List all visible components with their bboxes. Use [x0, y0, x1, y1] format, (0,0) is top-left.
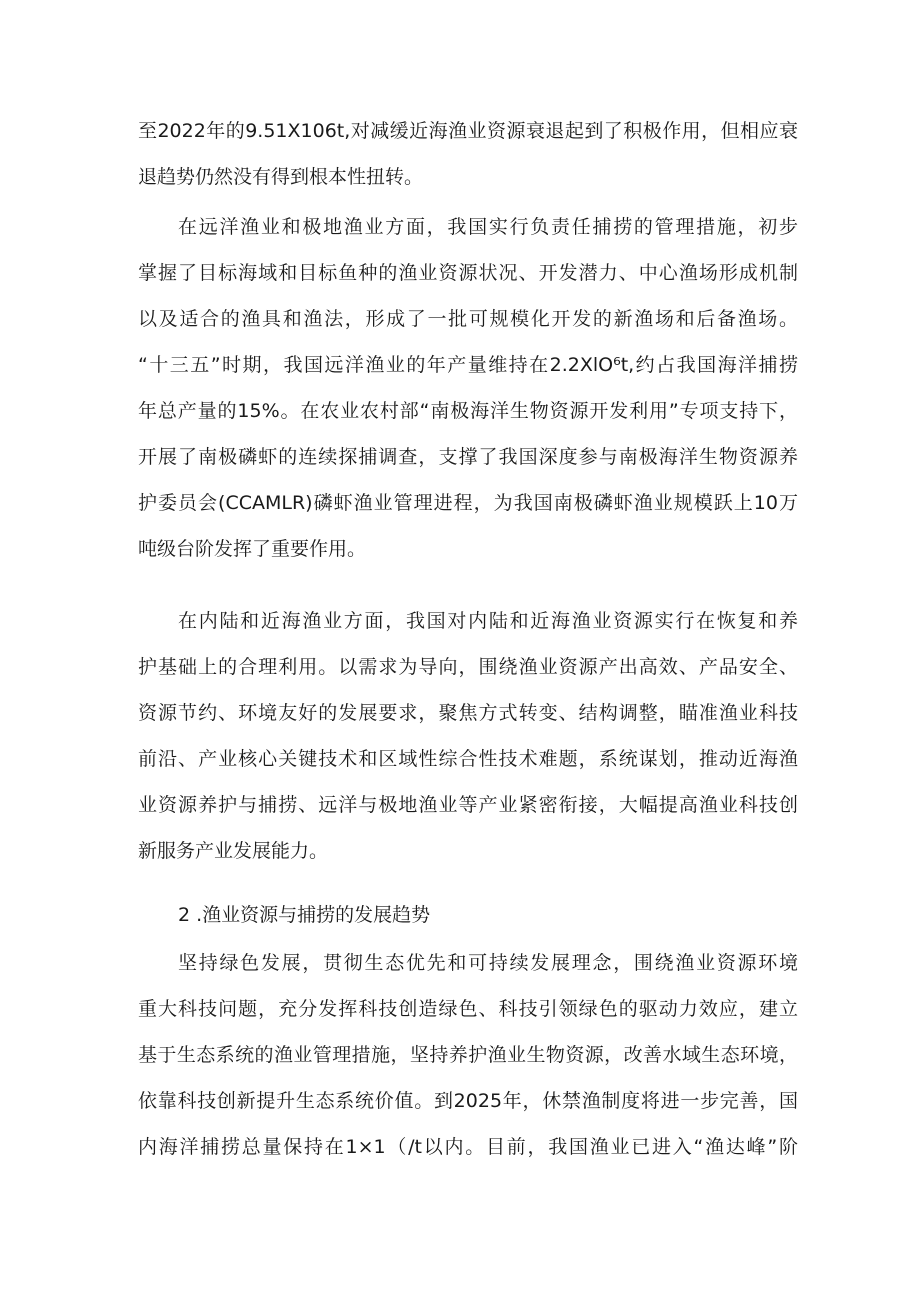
text-line: 吨级台阶发挥了重要作用。: [138, 538, 367, 560]
text-line: 依靠科技创新提升生态系统价值。到2025年，休禁渔制度将进一步完善，国: [138, 1090, 798, 1112]
paragraph-1: [138, 108, 798, 200]
text-line: 年总产量的15%。在农业农村部“南极海洋生物资源开发利用”专项支持下，: [138, 400, 798, 422]
text-line: 资源节约、环境友好的发展要求，聚焦方式转变、结构调整，瞄准渔业科技: [138, 702, 798, 724]
text-line: 新服务产业发展能力。: [138, 840, 329, 862]
paragraph-4: [138, 940, 798, 1170]
text-line: 坚持绿色发展，贯彻生态优先和可持续发展理念，围绕渔业资源环境: [178, 952, 798, 974]
text-line: 退趋势仍然没有得到根本性扭转。: [138, 166, 424, 188]
text-line: 内海洋捕捞总量保持在1×1（/t以内。目前，我国渔业已进入“渔达峰”阶: [138, 1136, 798, 1158]
text-line: 掌握了目标海域和目标鱼种的渔业资源状况、开发潜力、中心渔场形成机制: [138, 262, 798, 284]
text-line: 业资源养护与捕捞、远洋与极地渔业等产业紧密衔接，大幅提高渔业科技创: [138, 794, 798, 816]
text-line: 在内陆和近海渔业方面，我国对内陆和近海渔业资源实行在恢复和养: [178, 610, 798, 632]
text-line: 护基础上的合理利用。以需求为导向，围绕渔业资源产出高效、产品安全、: [138, 656, 798, 678]
paragraph-2: [138, 204, 798, 572]
paragraph-3: [138, 598, 798, 874]
text-line: 护委员会(CCAMLR)磷虾渔业管理进程，为我国南极磷虾渔业规模跃上10万: [138, 492, 798, 514]
text-line: 至2022年的9.51X106t,对减缓近海渔业资源衰退起到了积极作用，但相应衰: [138, 120, 798, 142]
section-heading: [138, 892, 798, 938]
text-line: 前沿、产业核心关键技术和区域性综合性技术难题，系统谋划，推动近海渔: [138, 748, 798, 770]
text-line: 开展了南极磷虾的连续探捕调查，支撑了我国深度参与南极海洋生物资源养: [138, 446, 798, 468]
text-line: 以及适合的渔具和渔法，形成了一批可规模化开发的新渔场和后备渔场。: [138, 308, 798, 330]
section-heading-text: 2 .渔业资源与捕捞的发展趋势: [178, 904, 431, 926]
text-line: 重大科技问题，充分发挥科技创造绿色、科技引领绿色的驱动力效应，建立: [138, 998, 798, 1020]
text-line: 基于生态系统的渔业管理措施，坚持养护渔业生物资源，改善水域生态环境，: [138, 1044, 798, 1066]
text-line: “十三五”时期，我国远洋渔业的年产量维持在2.2XlO⁶t,约占我国海洋捕捞: [138, 354, 798, 376]
text-line: 在远洋渔业和极地渔业方面，我国实行负责任捕捞的管理措施，初步: [178, 216, 798, 238]
